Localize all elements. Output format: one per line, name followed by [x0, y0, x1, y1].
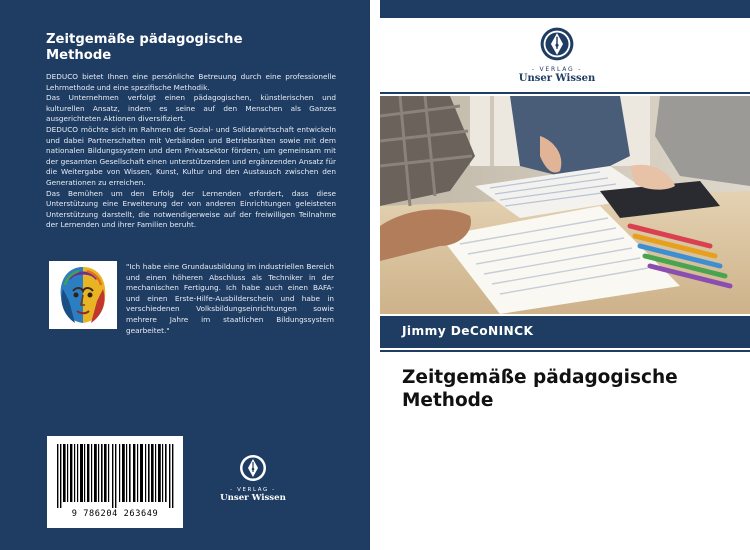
author-name: Jimmy DeCoNINCK: [402, 324, 534, 338]
spine-gap: [370, 0, 380, 550]
back-cover-description: [46, 72, 336, 231]
publisher-name: Unser Wissen: [518, 73, 596, 84]
cover-photo-study-scene: [380, 96, 750, 314]
divider-line: [380, 350, 750, 352]
description-paragraph: DEDUCO möchte sich im Rahmen der Sozial- und Solidarwirtschaft entwickeln und dabei Partnerschaften mit Verbänden und Betriebsräten sowie mit dem nationalen Bildungssystem und dem Privatsektor fördern, um gemeinsam mit der gesamten Gesellschaft einen unterstützenden und ergänzenden Ansatz für die Weitergabe von Wissen, Kunst, Kultur und den Austausch zwischen den Generationen zu erreichen.: [46, 124, 336, 187]
author-band: [380, 316, 750, 348]
description-paragraph: Das Bemühen um den Erfolg der Lernenden erfordert, dass diese Unterstützung eine Erweiterung der von anderen Einrichtungen geleisteten Unterstützung darstellt, die notwendigerweise auf der freiwilligen Teilnahme der Lernenden und ihrer Familien beruht.: [46, 188, 336, 230]
fountain-pen-nib-icon: [540, 27, 574, 61]
front-cover: [380, 0, 750, 550]
description-paragraph: Das Unternehmen verfolgt einen pädagogischen, künstlerischen und kulturellen Ansatz, indem es seine auf den Menschen als Ganzes ausgerichteten Aktionen diversifiziert.: [46, 93, 336, 124]
back-cover: [0, 0, 370, 550]
publisher-verlag-label: - VERLAG -: [230, 487, 276, 493]
author-bio: "Ich habe eine Grundausbildung im industriellen Bereich und einen höheren Abschluss als Techniker in der mechanischen Fertigung. Ich habe auch einen BAFA- und einen Erste-Hilfe-Ausbilderschein und habe in verschiedenen Volksbildungseinrichtungen sowie mehrere Jahre im staatlichen Bildungssystem gearbeitet.": [126, 262, 334, 335]
divider-line: [380, 92, 750, 94]
front-title-line1: Zeitgemäße pädagogische: [402, 367, 678, 388]
barcode-icon: [53, 444, 177, 508]
isbn-number: 9 786204 263649: [71, 509, 159, 519]
description-paragraph: DEDUCO bietet Ihnen eine persönliche Betreuung durch eine professionelle Lehrmethode und eine spezifische Methodik.: [46, 72, 336, 92]
front-cover-title: [402, 366, 742, 412]
back-title-line1: Zeitgemäße pädagogische: [46, 32, 243, 47]
publisher-logo-front: [507, 27, 607, 87]
publisher-name: Unser Wissen: [220, 493, 286, 503]
publisher-logo-back: [212, 454, 294, 506]
publisher-verlag-label: - VERLAG -: [531, 66, 583, 73]
front-title-line2: Methode: [402, 390, 494, 411]
isbn-barcode: [47, 436, 183, 528]
author-portrait-image: [49, 261, 117, 329]
back-title-line2: Methode: [46, 48, 112, 63]
fountain-pen-nib-icon: [239, 454, 267, 482]
front-top-band: [380, 0, 750, 18]
back-cover-title: [46, 32, 346, 64]
